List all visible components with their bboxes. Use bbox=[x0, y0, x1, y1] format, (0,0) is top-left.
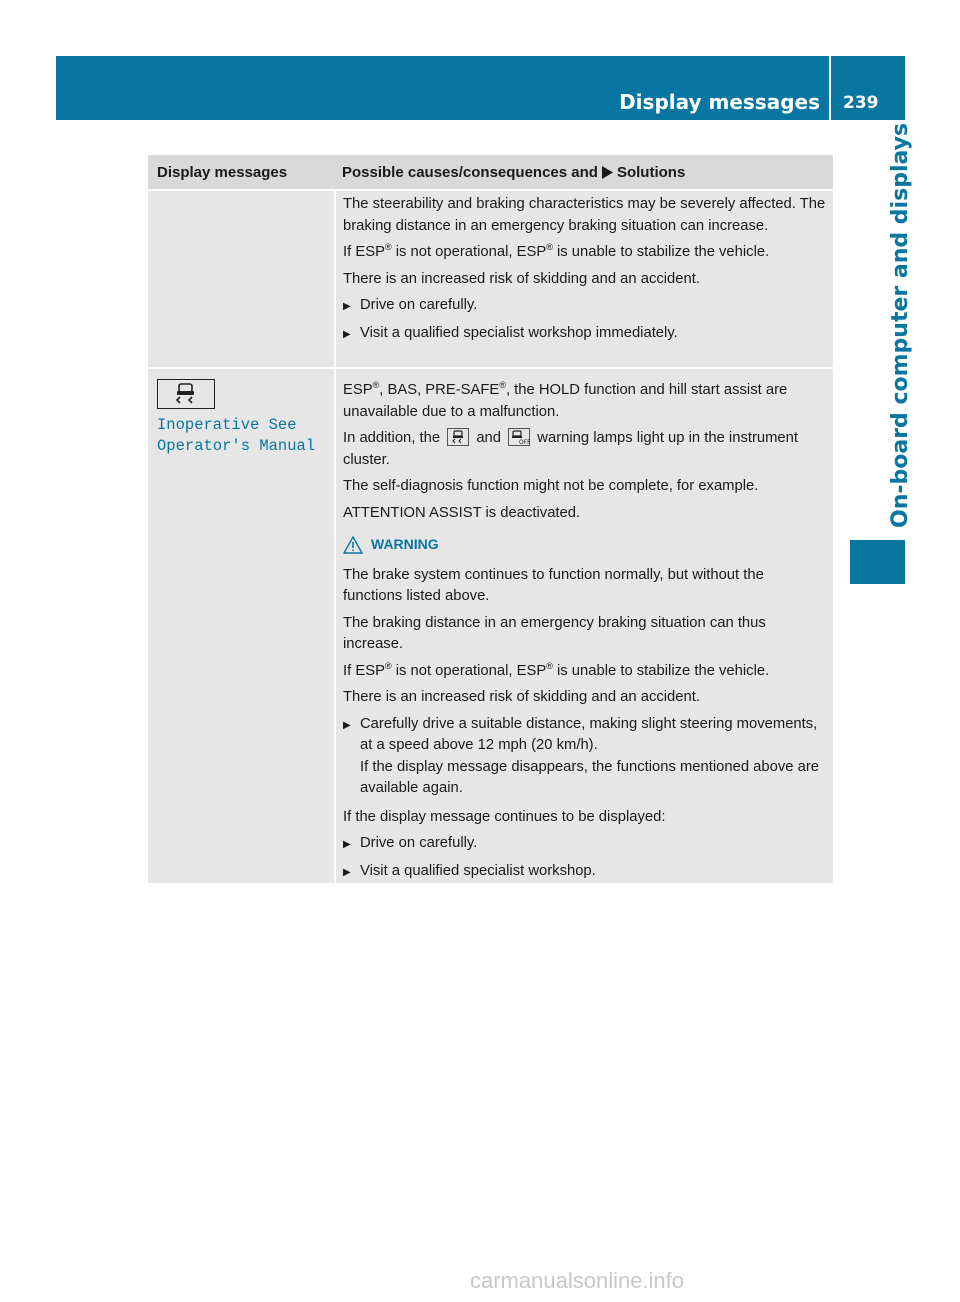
bullet-arrow-icon: ▶ bbox=[343, 839, 351, 850]
chapter-marker bbox=[850, 540, 905, 584]
bullet-arrow-icon: ▶ bbox=[343, 328, 351, 340]
list-item: ▶ Carefully drive a suitable distance, making slight steering movements, at a speed above 12 mph (20 km/h). If the display message disappears, the functions mentioned above are available again. bbox=[343, 714, 826, 800]
bullet-arrow-icon: ▶ bbox=[343, 719, 351, 731]
watermark: carmanualsonline.info bbox=[470, 1268, 685, 1293]
esp-lamp-icon bbox=[447, 428, 469, 446]
display-messages-table bbox=[148, 155, 833, 883]
chapter-title: On-board computer and displays bbox=[888, 122, 913, 528]
header-divider bbox=[829, 56, 831, 120]
esp-warning-icon bbox=[157, 379, 215, 409]
row2-solutions-cell: ESP®, BAS, PRE-SAFE®, the HOLD function and hill start assist are unavailable due to a malfunction. In addition, the and OFF warning lamps light up in the instrument cluster. The self-diagnosis function might not be complete, for example. ATTENTION ASSIST is deactivated. WARNING The brake system continues to function normally, but without the functions listed above. The braking distance in an emergency braking situation can thus increase. If ESP® is not operational, ESP® is unable to stabilize the vehicle. There is an increased risk of skidding and an accident. ▶ Carefully drive a suitable distance, making slight steering movements, at a speed above 12 mph (20 km/h). If the display message disappears, the functions mentioned above are available again. If the display message continues to be displayed: ▶ Drive on carefully. ▶ Visit a qualified specialist workshop. bbox=[336, 369, 833, 883]
row1-message-cell bbox=[148, 191, 336, 367]
col-display-messages: Display messages bbox=[157, 163, 288, 181]
table-row bbox=[148, 367, 833, 883]
play-arrow-icon bbox=[602, 166, 613, 179]
row2-message-cell bbox=[148, 369, 336, 883]
svg-text:OFF: OFF bbox=[519, 439, 531, 446]
chapter-tab bbox=[844, 122, 913, 528]
table-row bbox=[148, 189, 833, 367]
bullet-arrow-icon: ▶ bbox=[343, 866, 351, 878]
page-number: 239 bbox=[843, 93, 879, 113]
table-header bbox=[148, 155, 833, 189]
list-item: ▶ Visit a qualified specialist workshop immediately. bbox=[343, 323, 826, 346]
list-item: ▶ Drive on carefully. bbox=[343, 833, 826, 856]
header-bar bbox=[56, 56, 905, 120]
display-message-line2: Operator's Manual bbox=[157, 437, 316, 455]
warning-triangle-icon bbox=[343, 536, 363, 554]
row1-solutions-cell: The steerability and braking characteristics may be severely affected. The braking distance in an emergency braking situation can increase. If ESP® is not operational, ESP® is unable to stabilize the vehicle. There is an increased risk of skidding and an accident. ▶ Drive on carefully. ▶ Visit a qualified specialist workshop immediately. bbox=[336, 191, 833, 367]
esp-off-lamp-icon bbox=[508, 428, 530, 446]
list-item: ▶ Visit a qualified specialist workshop. bbox=[343, 861, 826, 884]
bullet-arrow-icon: ▶ bbox=[343, 301, 351, 312]
section-title: Display messages bbox=[619, 90, 820, 114]
display-message-line1: Inoperative See bbox=[157, 416, 297, 434]
col-causes-solutions: Possible causes/consequences and Solutions bbox=[342, 163, 686, 181]
warning-heading: WARNING bbox=[343, 534, 826, 556]
list-item: ▶ Drive on carefully. bbox=[343, 295, 826, 318]
